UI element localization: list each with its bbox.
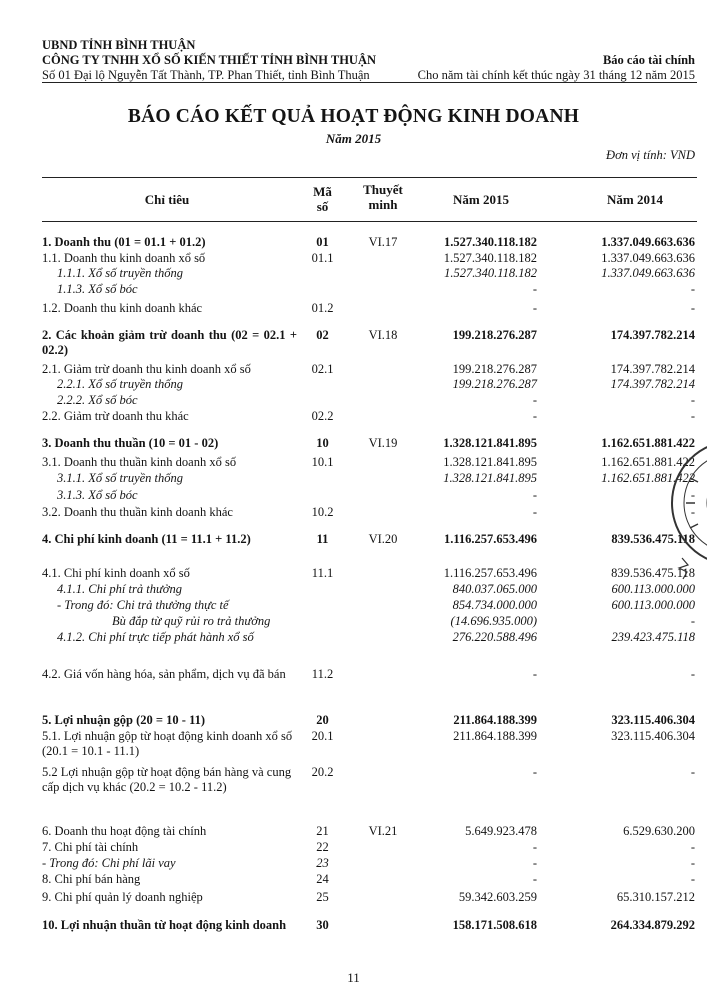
row-label: 2.2.1. Xổ số truyền thống <box>57 377 184 391</box>
row-value-2014: - <box>690 505 695 519</box>
row-value-2015: 211.864.188.399 <box>453 713 537 727</box>
row-value-2015: 211.864.188.399 <box>453 729 537 743</box>
row-label: 4.1.1. Chi phí trả thưởng <box>57 582 182 596</box>
row-value-2014: - <box>690 840 695 854</box>
company-address: Số 01 Đại lộ Nguyễn Tất Thành, TP. Phan Thiết, tỉnh Bình Thuận <box>42 68 370 82</box>
row-value-2014: 174.397.782.214 <box>610 377 695 391</box>
row-code: 23 <box>316 856 329 870</box>
company-seal <box>662 408 707 593</box>
company-name: CÔNG TY TNHH XỔ SỐ KIẾN THIẾT TỈNH BÌNH THUẬN <box>42 53 377 67</box>
row-note: VI.21 <box>368 824 398 838</box>
row-value-2014: - <box>690 409 695 423</box>
row-value-2015: 1.328.121.841.895 <box>443 471 537 485</box>
row-value-2014: 839.536.475.118 <box>611 532 695 546</box>
row-label: - Trong đó: Chi phí lãi vay <box>42 856 176 870</box>
row-code: 01 <box>316 235 329 249</box>
row-value-2014: 600.113.000.000 <box>611 598 695 612</box>
row-value-2015: - <box>532 301 537 315</box>
report-year: Năm 2015 <box>325 131 382 146</box>
row-value-2015: 1.116.257.653.496 <box>443 532 537 546</box>
row-value-2015: 1.328.121.841.895 <box>443 436 537 450</box>
row-code: 02.2 <box>311 409 334 423</box>
row-value-2015: - <box>532 872 537 886</box>
row-code: 10 <box>316 436 329 450</box>
row-value-2014: 839.536.475.118 <box>611 566 695 580</box>
row-value-2015: - <box>532 505 537 519</box>
row-value-2015: 1.527.340.118.182 <box>443 235 537 249</box>
row-value-2014: - <box>690 856 695 870</box>
row-value-2015: - <box>532 765 537 779</box>
row-code: 21 <box>316 824 329 838</box>
row-note: VI.20 <box>368 532 398 546</box>
row-value-2014: 264.334.879.292 <box>610 918 695 932</box>
row-value-2014: - <box>690 872 695 886</box>
page-number: 11 <box>347 970 360 985</box>
col-header-2014: Năm 2014 <box>607 192 663 207</box>
row-value-2015: 840.037.065.000 <box>452 582 537 596</box>
row-label: 1. Doanh thu (01 = 01.1 + 01.2) <box>42 235 206 249</box>
row-code: 10.2 <box>311 505 334 519</box>
row-value-2015: 158.171.508.618 <box>452 918 537 932</box>
row-label: 10. Lợi nhuận thuần từ hoạt động kinh doanh <box>42 918 287 932</box>
row-value-2015: - <box>532 393 537 407</box>
row-value-2015: 1.527.340.118.182 <box>444 266 537 280</box>
row-label: 8. Chi phí bán hàng <box>42 872 141 886</box>
row-value-2014: 174.397.782.214 <box>610 362 695 376</box>
row-value-2014: - <box>690 282 695 296</box>
row-label: 3.1.3. Xổ số bóc <box>57 488 138 502</box>
row-value-2015: 59.342.603.259 <box>458 890 537 904</box>
col-header-code-line1: Mã <box>313 184 332 199</box>
row-value-2015: - <box>532 667 537 681</box>
row-value-2015: 199.218.276.287 <box>452 377 537 391</box>
row-value-2015: 199.218.276.287 <box>452 362 537 376</box>
row-label: 2.2.2. Xổ số bóc <box>57 393 138 407</box>
row-label: 6. Doanh thu hoạt động tài chính <box>42 824 207 838</box>
row-note: VI.17 <box>368 235 398 249</box>
row-value-2015: 854.734.000.000 <box>452 598 537 612</box>
row-note: VI.19 <box>368 436 398 450</box>
row-label: 4.1. Chi phí kinh doanh xổ số <box>42 566 190 580</box>
row-code: 11.2 <box>311 667 334 681</box>
row-code: 30 <box>316 918 329 932</box>
row-value-2015: - <box>532 409 537 423</box>
row-code: 20 <box>316 713 329 727</box>
row-value-2014: 600.113.000.000 <box>611 582 695 596</box>
row-label: 3. Doanh thu thuần (10 = 01 - 02) <box>42 436 219 450</box>
row-code: 25 <box>316 890 329 904</box>
row-code: 24 <box>316 872 329 886</box>
row-code: 01.1 <box>311 251 334 265</box>
currency-unit: Đơn vị tính: VND <box>606 148 695 162</box>
row-value-2014: 239.423.475.118 <box>611 630 695 644</box>
row-label: 2. Các khoản giảm trừ doanh thu (02 = 02.1 + 02.2) <box>42 328 297 357</box>
row-label: 4.1.2. Chi phí trực tiếp phát hành xổ số <box>57 630 254 644</box>
col-header-code-line2: số <box>316 199 329 214</box>
row-label: 2.1. Giảm trừ doanh thu kinh doanh xổ số <box>42 362 251 376</box>
row-code: 10.1 <box>311 455 334 469</box>
row-value-2014: - <box>690 488 695 502</box>
row-code: 11 <box>316 532 329 546</box>
row-value-2014: - <box>690 765 695 779</box>
row-value-2014: - <box>690 301 695 315</box>
col-header-note-line1: Thuyết <box>363 182 403 197</box>
row-label: 1.1.1. Xổ số truyền thống <box>57 266 184 280</box>
fiscal-period: Cho năm tài chính kết thúc ngày 31 tháng 12 năm 2015 <box>417 68 695 82</box>
row-value-2014: 1.337.049.663.636 <box>601 251 695 265</box>
row-label: 1.1.3. Xổ số bóc <box>57 282 138 296</box>
row-label: 1.2. Doanh thu kinh doanh khác <box>42 301 203 315</box>
row-code: 20.1 <box>311 729 334 743</box>
row-label: 5. Lợi nhuận gộp (20 = 10 - 11) <box>42 713 206 727</box>
row-label: 3.1. Doanh thu thuần kinh doanh xổ số <box>42 455 237 469</box>
row-code: 02 <box>316 328 329 342</box>
row-value-2015: 1.116.257.653.496 <box>443 566 537 580</box>
row-label: 1.1. Doanh thu kinh doanh xổ số <box>42 251 206 265</box>
row-value-2014: 65.310.157.212 <box>616 890 695 904</box>
row-value-2015: - <box>532 282 537 296</box>
row-value-2014: 1.337.049.663.636 <box>601 266 695 280</box>
row-value-2015: - <box>532 856 537 870</box>
col-header-2015: Năm 2015 <box>453 192 509 207</box>
row-code: 20.2 <box>311 765 334 779</box>
row-value-2014: 1.337.049.663.636 <box>601 235 695 249</box>
col-header-note-line2: minh <box>368 197 398 212</box>
row-note: VI.18 <box>368 328 398 342</box>
row-label: 3.2. Doanh thu thuần kinh doanh khác <box>42 505 233 519</box>
row-value-2014: 323.115.406.304 <box>611 713 695 727</box>
row-label: 4. Chi phí kinh doanh (11 = 11.1 + 11.2) <box>42 532 251 546</box>
row-code: 02.1 <box>311 362 334 376</box>
report-title: BÁO CÁO KẾT QUẢ HOẠT ĐỘNG KINH DOANH <box>127 106 580 127</box>
row-code: 11.1 <box>311 566 334 580</box>
row-label: 5.2 Lợi nhuận gộp từ hoạt động bán hàng và cung cấp dịch vụ khác (20.2 = 10.2 - 11.2) <box>42 765 292 794</box>
row-value-2014: 1.162.651.881.422 <box>601 471 695 485</box>
col-header-label: Chỉ tiêu <box>144 192 190 207</box>
row-label: 4.2. Giá vốn hàng hóa, sản phẩm, dịch vụ đã bán <box>42 667 286 681</box>
row-value-2015: 5.649.923.478 <box>465 824 537 838</box>
row-label: 5.1. Lợi nhuận gộp từ hoạt động kinh doanh xổ số (20.1 = 10.1 - 11.1) <box>42 729 293 758</box>
row-value-2014: 1.162.651.881.422 <box>601 455 695 469</box>
row-value-2014: - <box>690 667 695 681</box>
row-value-2015: 276.220.588.496 <box>452 630 537 644</box>
report-type: Báo cáo tài chính <box>602 53 695 67</box>
row-label: 9. Chi phí quản lý doanh nghiệp <box>42 890 203 904</box>
row-value-2014: 174.397.782.214 <box>610 328 695 342</box>
row-label: - Trong đó: Chi trả thưởng thực tế <box>57 598 229 612</box>
row-value-2015: (14.696.935.000) <box>450 614 537 628</box>
row-value-2015: - <box>532 840 537 854</box>
row-value-2014: - <box>690 614 695 628</box>
row-value-2015: - <box>532 488 537 502</box>
row-label: 2.2. Giảm trừ doanh thu khác <box>42 409 189 423</box>
row-value-2015: 1.328.121.841.895 <box>443 455 537 469</box>
row-value-2015: 199.218.276.287 <box>452 328 537 342</box>
row-code: 01.2 <box>311 301 334 315</box>
row-code: 22 <box>316 840 329 854</box>
row-value-2014: - <box>690 393 695 407</box>
province-name: UBND TỈNH BÌNH THUẬN <box>42 38 196 52</box>
row-value-2014: 6.529.630.200 <box>623 824 695 838</box>
row-label: 7. Chi phí tài chính <box>42 840 139 854</box>
row-value-2014: 1.162.651.881.422 <box>601 436 695 450</box>
row-value-2015: 1.527.340.118.182 <box>443 251 537 265</box>
row-value-2014: 323.115.406.304 <box>611 729 695 743</box>
row-label: Bù đắp từ quỹ rủi ro trả thưởng <box>112 614 271 628</box>
row-label: 3.1.1. Xổ số truyền thống <box>57 471 184 485</box>
